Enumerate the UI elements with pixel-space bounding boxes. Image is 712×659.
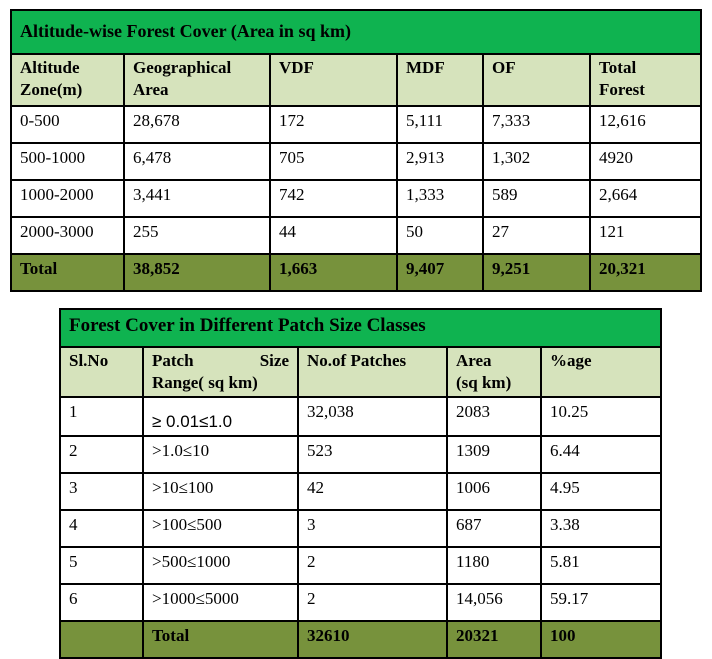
table-cell: 589 xyxy=(483,180,590,217)
table-cell: 1309 xyxy=(447,436,541,473)
table-cell: 14,056 xyxy=(447,584,541,621)
table-cell: 1,302 xyxy=(483,143,590,180)
table-cell: ≥ 0.01≤1.0 xyxy=(143,397,298,436)
table-cell: 38,852 xyxy=(124,254,270,291)
header-total-forest: Total Forest xyxy=(590,54,701,106)
header-percentage: %age xyxy=(541,347,661,397)
table-cell: 2083 xyxy=(447,397,541,436)
table-cell: 742 xyxy=(270,180,397,217)
table-cell: 2,913 xyxy=(397,143,483,180)
table-cell: 1000-2000 xyxy=(11,180,124,217)
table2-header-row xyxy=(60,347,661,397)
table-row xyxy=(60,584,661,621)
table-cell: 2 xyxy=(60,436,143,473)
table-row xyxy=(11,106,701,143)
table-cell: 9,251 xyxy=(483,254,590,291)
table-cell: 4.95 xyxy=(541,473,661,510)
table-cell: >10≤100 xyxy=(143,473,298,510)
table-cell: Total xyxy=(11,254,124,291)
table-cell: 42 xyxy=(298,473,447,510)
table-row xyxy=(11,180,701,217)
header-patch-size-range: Patch Size Range( sq km) xyxy=(143,347,298,397)
table-cell: 3,441 xyxy=(124,180,270,217)
table-cell: 50 xyxy=(397,217,483,254)
table-cell: 10.25 xyxy=(541,397,661,436)
table-cell: 6,478 xyxy=(124,143,270,180)
table-cell: 4 xyxy=(60,510,143,547)
table-cell: 9,407 xyxy=(397,254,483,291)
table2-total-row xyxy=(60,621,661,658)
header-mdf: MDF xyxy=(397,54,483,106)
table-cell: 32610 xyxy=(298,621,447,658)
table-cell: 121 xyxy=(590,217,701,254)
table-cell: 28,678 xyxy=(124,106,270,143)
table-cell: 705 xyxy=(270,143,397,180)
table-cell: 4920 xyxy=(590,143,701,180)
table-cell xyxy=(60,621,143,658)
table-cell: >1000≤5000 xyxy=(143,584,298,621)
header-geographical-area: Geographical Area xyxy=(124,54,270,106)
table-row xyxy=(11,217,701,254)
header-altitude-zone: Altitude Zone(m) xyxy=(11,54,124,106)
table-cell: 1180 xyxy=(447,547,541,584)
patch-size-forest-cover-table xyxy=(59,308,662,659)
table-cell: 1 xyxy=(60,397,143,436)
header-of: OF xyxy=(483,54,590,106)
table-cell: 500-1000 xyxy=(11,143,124,180)
table1-title: Altitude-wise Forest Cover (Area in sq km) xyxy=(11,10,701,54)
header-no-of-patches: No.of Patches xyxy=(298,347,447,397)
table-cell: 59.17 xyxy=(541,584,661,621)
table-cell: 7,333 xyxy=(483,106,590,143)
altitude-forest-cover-table xyxy=(10,9,702,292)
header-area: Area (sq km) xyxy=(447,347,541,397)
table2-title: Forest Cover in Different Patch Size Classes xyxy=(60,309,661,347)
table-cell: 255 xyxy=(124,217,270,254)
table-cell: 32,038 xyxy=(298,397,447,436)
table-cell: 2,664 xyxy=(590,180,701,217)
table-cell: 12,616 xyxy=(590,106,701,143)
table-cell: 172 xyxy=(270,106,397,143)
table-cell: 523 xyxy=(298,436,447,473)
table-cell: >500≤1000 xyxy=(143,547,298,584)
table-cell: Total xyxy=(143,621,298,658)
table-cell: 687 xyxy=(447,510,541,547)
table-cell: 3 xyxy=(298,510,447,547)
table-cell: 20321 xyxy=(447,621,541,658)
table-cell: 2 xyxy=(298,547,447,584)
table-row xyxy=(60,436,661,473)
header-vdf: VDF xyxy=(270,54,397,106)
table-cell: 5,111 xyxy=(397,106,483,143)
table-row xyxy=(11,143,701,180)
table-cell: 20,321 xyxy=(590,254,701,291)
table-cell: 3 xyxy=(60,473,143,510)
table-cell: 2000-3000 xyxy=(11,217,124,254)
table-cell: 6 xyxy=(60,584,143,621)
table-cell: 3.38 xyxy=(541,510,661,547)
table-row xyxy=(60,510,661,547)
table-row xyxy=(60,547,661,584)
table-cell: 1,333 xyxy=(397,180,483,217)
table-cell: 44 xyxy=(270,217,397,254)
table-row xyxy=(60,397,661,436)
table-row xyxy=(60,473,661,510)
table-cell: 0-500 xyxy=(11,106,124,143)
table-cell: >100≤500 xyxy=(143,510,298,547)
table-cell: 2 xyxy=(298,584,447,621)
table-cell: 100 xyxy=(541,621,661,658)
table-cell: 5 xyxy=(60,547,143,584)
table-cell: 5.81 xyxy=(541,547,661,584)
table-cell: >1.0≤10 xyxy=(143,436,298,473)
table-cell: 27 xyxy=(483,217,590,254)
table1-header-row xyxy=(11,54,701,106)
header-sl-no: Sl.No xyxy=(60,347,143,397)
table-cell: 6.44 xyxy=(541,436,661,473)
table-cell: 1006 xyxy=(447,473,541,510)
table1-total-row xyxy=(11,254,701,291)
table-cell: 1,663 xyxy=(270,254,397,291)
